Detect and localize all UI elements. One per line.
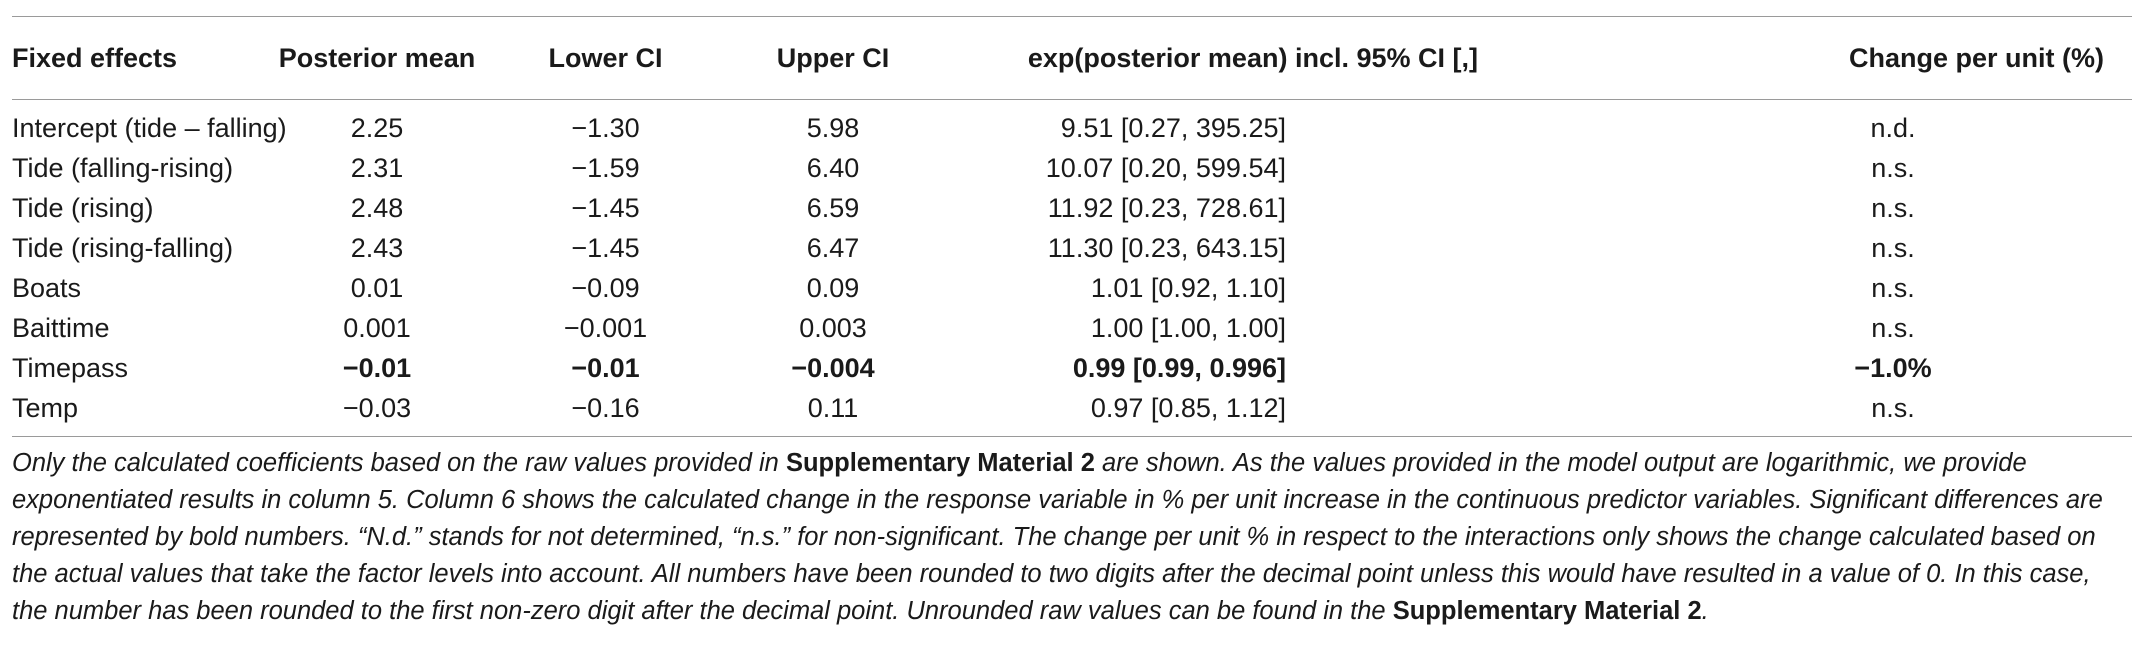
- cell-change-per-unit: n.s.: [1871, 312, 1915, 343]
- cell-upper-ci: −0.004: [791, 352, 875, 383]
- supplementary-material-link-1: Supplementary Material 2: [785, 449, 1095, 477]
- cell-upper-ci: 5.98: [806, 112, 860, 143]
- cell-lower-ci: −0.001: [563, 312, 648, 343]
- cell-posterior-mean: 2.31: [350, 152, 404, 183]
- cell-lower-ci: −0.09: [571, 272, 640, 303]
- cell-posterior-mean: 0.001: [343, 312, 411, 343]
- cell-fixed-effect: Boats: [12, 272, 82, 303]
- cell-fixed-effect: Temp: [12, 392, 79, 423]
- cell-upper-ci: 0.003: [799, 312, 867, 343]
- cell-fixed-effect: Tide (falling-rising): [12, 152, 234, 183]
- cell-fixed-effect: Timepass: [12, 352, 129, 383]
- cell-change-per-unit: n.s.: [1871, 152, 1915, 183]
- cell-change-per-unit: n.s.: [1871, 392, 1915, 423]
- cell-lower-ci: −1.45: [571, 192, 640, 223]
- cell-posterior-mean: 2.48: [350, 192, 404, 223]
- bottom-rule: [12, 436, 2132, 437]
- cell-change-per-unit: n.s.: [1871, 232, 1915, 263]
- cell-lower-ci: −1.45: [571, 232, 640, 263]
- footnote-text-3: .: [1701, 597, 1709, 625]
- table-container: [12, 16, 2132, 656]
- header-lower-ci: Lower CI: [548, 42, 663, 73]
- cell-upper-ci: 6.59: [806, 192, 860, 223]
- cell-upper-ci: 6.40: [806, 152, 860, 183]
- table-row: [12, 388, 2132, 436]
- cell-upper-ci: 0.11: [807, 392, 859, 423]
- cell-exp-mean: 11.30 [0.23, 643.15]: [1047, 232, 1286, 263]
- cell-posterior-mean: 0.01: [350, 272, 404, 303]
- cell-change-per-unit: n.d.: [1870, 112, 1916, 143]
- header-row: [12, 17, 2132, 100]
- table-row: [12, 308, 2132, 348]
- cell-upper-ci: 6.47: [806, 232, 860, 263]
- header-posterior-mean: Posterior mean: [278, 42, 476, 73]
- table-row-significant: [12, 348, 2132, 388]
- cell-fixed-effect: Baittime: [12, 312, 110, 343]
- cell-fixed-effect: Tide (rising-falling): [12, 232, 234, 263]
- cell-lower-ci: −0.16: [571, 392, 640, 423]
- cell-lower-ci: −1.59: [571, 152, 640, 183]
- cell-posterior-mean: 2.25: [350, 112, 404, 143]
- cell-lower-ci: −1.30: [571, 112, 640, 143]
- table-row: [12, 100, 2132, 149]
- table-row: [12, 188, 2132, 228]
- cell-change-per-unit: −1.0%: [1854, 352, 1932, 383]
- cell-exp-mean: 0.97 [0.85, 1.12]: [1090, 392, 1286, 423]
- cell-exp-mean: 1.01 [0.92, 1.10]: [1090, 272, 1286, 303]
- cell-posterior-mean: 2.43: [350, 232, 404, 263]
- cell-posterior-mean: −0.01: [342, 352, 412, 383]
- table-row: [12, 148, 2132, 188]
- cell-exp-mean: 1.00 [1.00, 1.00]: [1090, 312, 1286, 343]
- table-body: [12, 100, 2132, 437]
- cell-exp-mean: 0.99 [0.99, 0.996]: [1072, 352, 1286, 383]
- supplementary-material-link-2: Supplementary Material 2: [1392, 597, 1702, 625]
- cell-change-per-unit: n.s.: [1871, 192, 1915, 223]
- cell-exp-mean: 11.92 [0.23, 728.61]: [1047, 192, 1286, 223]
- cell-lower-ci: −0.01: [571, 352, 640, 383]
- header-exp-posterior-mean: exp(posterior mean) incl. 95% CI [,]: [1027, 42, 1478, 73]
- footnote-text-1: Only the calculated coefficients based on the raw values provided in: [12, 449, 786, 477]
- table-row: [12, 228, 2132, 268]
- header-change-per-unit: Change per unit (%): [1849, 42, 2104, 73]
- header-upper-ci: Upper CI: [776, 42, 890, 73]
- table-row: [12, 268, 2132, 308]
- cell-exp-mean: 9.51 [0.27, 395.25]: [1060, 112, 1286, 143]
- cell-exp-mean: 10.07 [0.20, 599.54]: [1045, 152, 1286, 183]
- table-footnote: [12, 445, 2132, 630]
- cell-fixed-effect: Intercept (tide – falling): [12, 112, 287, 143]
- fixed-effects-table: [12, 17, 2132, 436]
- footnote-text-2: are shown. As the values provided in the model output are logarithmic, we provide exponentiated results in column 5. Column 6 shows the calculated change in the response variable in % per unit increase in the continuous predictor variables. Significant differences are represented by bold numbers. “N.d.” stands for not determined, “n.s.” for non-significant. The change per unit % in respect to the interactions only shows the change calculated based on the actual values that take the factor levels into account. All numbers have been rounded to two digits after the decimal point unless this would have resulted in a value of 0. In this case, the number has been rounded to the first non-zero digit after the decimal point. Unrounded raw values can be found in the: [12, 449, 2103, 625]
- header-fixed-effects: Fixed effects: [12, 42, 178, 73]
- cell-change-per-unit: n.s.: [1871, 272, 1915, 303]
- cell-upper-ci: 0.09: [806, 272, 860, 303]
- cell-posterior-mean: −0.03: [342, 392, 412, 423]
- cell-fixed-effect: Tide (rising): [12, 192, 154, 223]
